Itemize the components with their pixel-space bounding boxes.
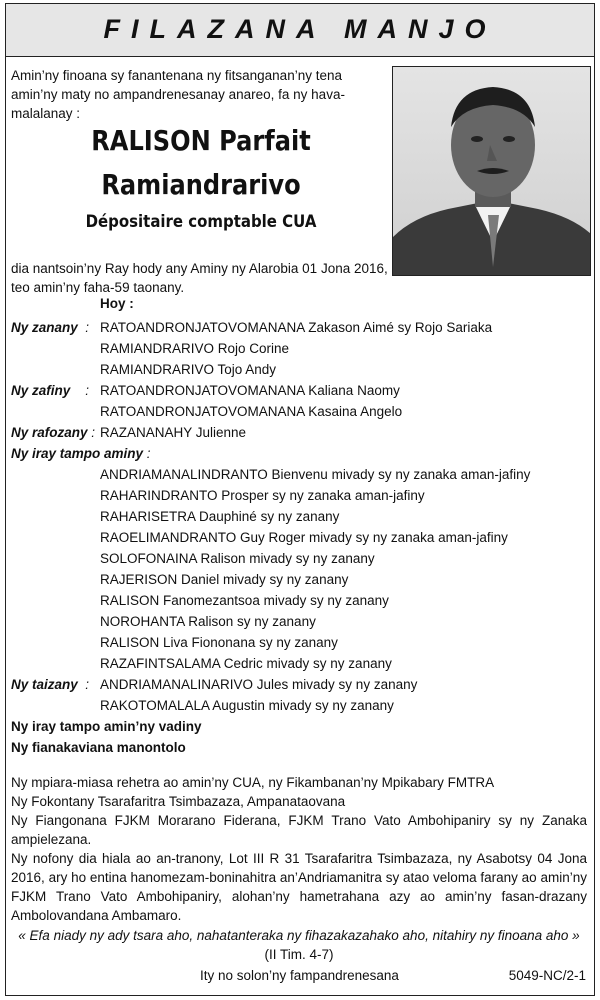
paragraph-fiangonana: Ny Fiangonana FJKM Morarano Fiderana, FJKM Trano Vato Ambohipaniry sy ny Zanaka ampielezana. [11,813,587,847]
iray-tampo-label-text: Ny iray tampo aminy [11,446,144,461]
paragraph-fokontany: Ny Fokontany Tsarafaritra Tsimbazaza, Ampanataovana [11,794,346,809]
rafozany-label: Ny rafozany : [11,425,96,440]
bible-quote: « Efa niady ny ady tsara aho, nahatanteraka ny fihazakazahako aho, nitahiry ny finoana aho » [18,928,580,943]
deceased-title: Dépositaire comptable CUA [85,212,317,232]
paragraph-cua: Ny mpiara-miasa rehetra ao amin’ny CUA, ny Fikambanan’ny Mpikabary FMTRA [11,775,495,790]
list-item: NOROHANTA Ralison sy ny zanany [100,614,316,629]
intro-text: Amin’ny finoana sy fanantenana ny fitsanganan’ny tena amin’ny maty no ampandrenesanay anareo, fa ny hava-malalanay : [11,68,345,121]
death-announcement: dia nantsoin’ny Ray hody any Aminy ny Alarobia 01 Jona 2016, teo amin’ny faha-59 taonany. [11,261,388,295]
signature-line: Ity no solon’ny fampandrenesana [200,968,399,983]
portrait-image [393,67,591,276]
list-item: ANDRIAMANALINDRANTO Bienvenu mivady sy ny zanaka aman-jafiny [100,467,531,482]
list-item: RAJERISON Daniel mivady sy ny zanany [100,572,349,587]
zanany-label: Ny zanany : [11,320,90,335]
hoy-label: Hoy : [100,296,134,311]
list-item: RALISON Liva Fiononana sy ny zanany [100,635,338,650]
iray-tampo-label: Ny iray tampo aminy : [11,446,151,461]
taizany-label-text: Ny taizany [11,677,78,692]
rafozany-label-text: Ny rafozany [11,425,88,440]
taizany-label: Ny taizany : [11,677,90,692]
list-item: RALISON Fanomezantsoa mivady sy ny zanany [100,593,389,608]
notice-title: FILAZANA MANJO [103,14,497,44]
header-banner [6,4,594,57]
list-item: RAMIANDRARIVO Tojo Andy [100,362,277,377]
reference-code: 5049-NC/2-1 [508,968,586,983]
quote-reference: (II Tim. 4-7) [264,947,334,962]
paragraph-funeral: Ny nofony dia hiala ao an-tranony, Lot III R 31 Tsarafaritra Tsimbazaza, ny Asabotsy 04 Jona 2016, ary ho entina hanomezam-boninahitra an’Andriamanitra sy atao veloma farany ao amin’ny FJKM Trano Vato Ambohipaniry, alohan’ny hametrahana azy ao amin’ny fasan-drazany Ambolovandana Ambamaro. [11,851,587,923]
list-item: RAKOTOMALALA Augustin mivady sy ny zanany [100,698,394,713]
list-item: RATOANDRONJATOVOMANANA Kasaina Angelo [100,404,403,419]
list-item: RAHARINDRANTO Prosper sy ny zanaka aman-jafiny [100,488,425,503]
list-item: RAZAFINTSALAMA Cedric mivady sy ny zanany [100,656,392,671]
list-item: ANDRIAMANALINARIVO Jules mivady sy ny zanany [100,677,418,692]
list-item: RAOELIMANDRANTO Guy Roger mivady sy ny zanaka aman-jafiny [100,530,508,545]
list-item: RAHARISETRA Dauphiné sy ny zanany [100,509,340,524]
portrait-photo [392,66,591,276]
list-item: SOLOFONAINA Ralison mivady sy ny zanany [100,551,375,566]
deceased-name-line1: RALISON Parfait [91,124,311,157]
zafiny-label-text: Ny zafiny [11,383,71,398]
vadiny-label: Ny iray tampo amin’ny vadiny [11,719,202,734]
zafiny-label: Ny zafiny : [11,383,90,398]
list-item: RAZANANAHY Julienne [100,425,247,440]
zanany-label-text: Ny zanany [11,320,78,335]
list-item: RAMIANDRARIVO Rojo Corine [100,341,290,356]
deceased-name-line2: Ramiandrarivo [101,168,301,201]
list-item: RATOANDRONJATOVOMANANA Kaliana Naomy [100,383,400,398]
list-item: RATOANDRONJATOVOMANANA Zakason Aimé sy Rojo Sariaka [100,320,493,335]
fianakaviana-label: Ny fianakaviana manontolo [11,740,186,755]
